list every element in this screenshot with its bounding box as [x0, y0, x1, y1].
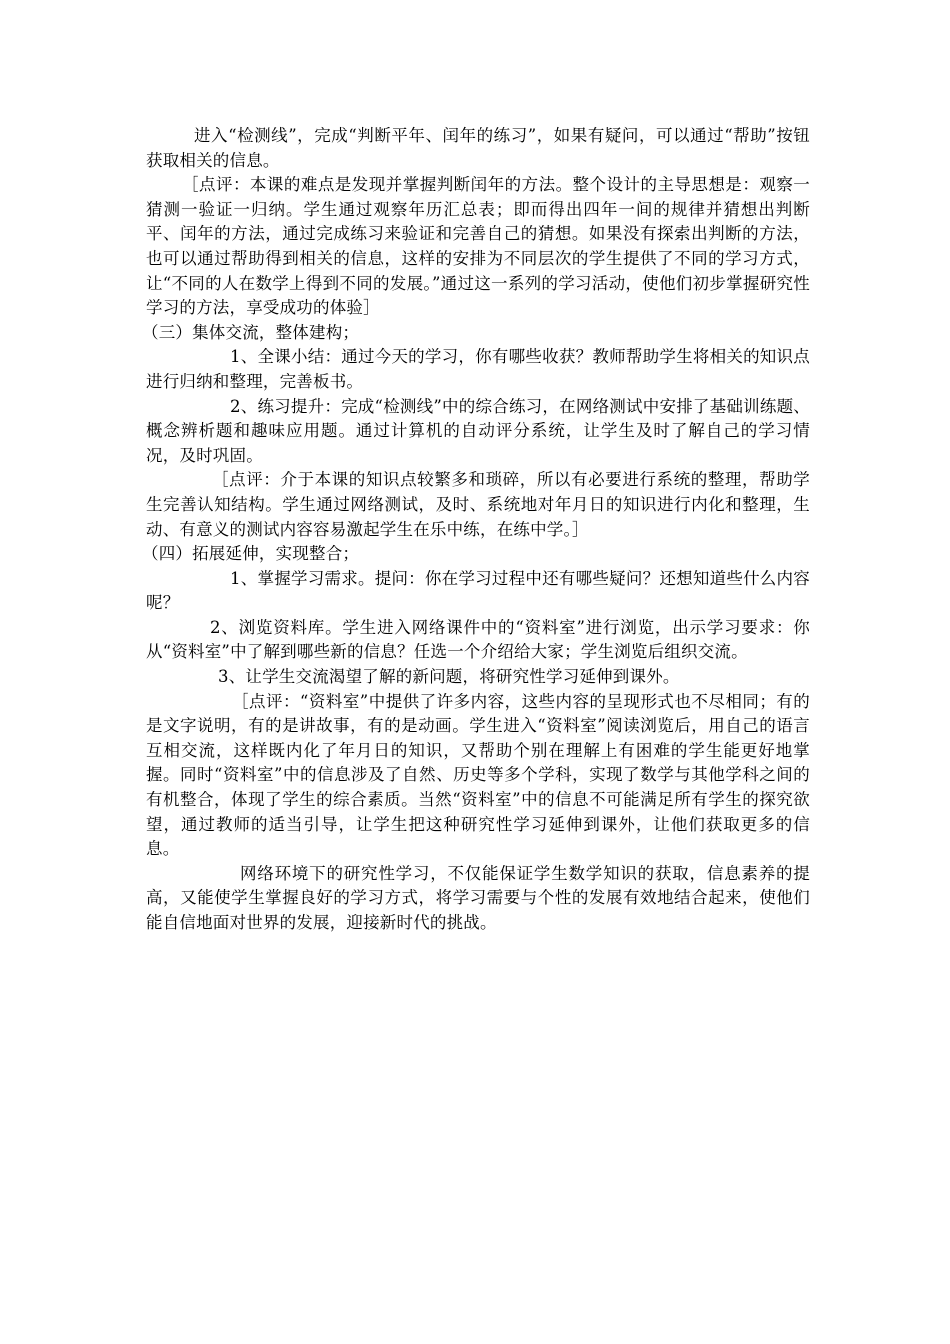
section-heading-group-exchange: （三）集体交流，整体建构； [142, 322, 360, 342]
paragraph-conclusion: 网络环境下的研究性学习，不仅能保证学生数学知识的获取，信息素养的提高，又能使学生掌握良好的学习方式，将学习需要与个性的发展有效地结合起来，使他们能自信地面对世界的发展，迎接新时代的挑战。 [146, 863, 810, 932]
document-body [142, 124, 810, 936]
paragraph-new-questions: 3、让学生交流渴望了解的新问题，将研究性学习延伸到课外。 [218, 667, 680, 687]
section-heading-extension: （四）拓展延伸，实现整合； [142, 544, 360, 564]
paragraph-comment-knowledge-structure: ［点评：介于本课的知识点较繁多和琐碎，所以有必要进行系统的整理，帮助学生完善认知结构。学生通过网络测试，及时、系统地对年月日的知识进行内化和整理，生动、有意义的测试内容容易激起学生在乐中练，在练中学。］ [146, 470, 810, 539]
paragraph-comment-resource-room: ［点评：“资料室”中提供了许多内容，这些内容的呈现形式也不尽相同；有的是文字说明，有的是讲故事，有的是动画。学生进入“资料室”阅读浏览后，用自己的语言互相交流，这样既内化了年月日的知识，又帮助个别在理解上有困难的学生能更好地掌握。同时“资料室”中的信息涉及了自然、历史等多个学科，实现了数学与其他学科之间的有机整合，体现了学生的综合素质。当然“资料室”中的信息不可能满足所有学生的探究欲望，通过教师的适当引导，让学生把这种研究性学习延伸到课外，让他们获取更多的信息。 [146, 691, 810, 859]
paragraph-browse-library: 2、浏览资料库。学生进入网络课件中的“资料室”进行浏览，出示学习要求：你从“资料室”中了解到哪些新的信息？任选一个介绍给大家；学生浏览后组织交流。 [146, 617, 810, 662]
paragraph-comment-difficulty: ［点评：本课的难点是发现并掌握判断闰年的方法。整个设计的主导思想是：观察一猜测一验证一归纳。学生通过观察年历汇总表；即而得出四年一间的规律并猜想出判断平、闰年的方法，通过完成练习来验证和完善自己的猜想。如果没有探索出判断的方法，也可以通过帮助得到相关的信息，这样的安排为不同层次的学生提供了不同的学习方式，让“不同的人在数学上得到不同的发展。”通过这一系列的学习活动，使他们初步掌握研究性学习的方法，享受成功的体验］ [146, 175, 810, 318]
paragraph-lesson-summary: 1、全课小结：通过今天的学习，你有哪些收获？教师帮助学生将相关的知识点进行归纳和整理，完善板书。 [146, 347, 810, 391]
paragraph-checkline-intro: 进入“检测线”，完成“判断平年、闰年的练习”，如果有疑问，可以通过“帮助”按钮获取相关的信息。 [146, 126, 810, 170]
paragraph-practice-improve: 2、练习提升：完成“检测线”中的综合练习，在网络测试中安排了基础训练题、概念辨析题和趣味应用题。通过计算机的自动评分系统，让学生及时了解自己的学习情况，及时巩固。 [146, 396, 810, 465]
paragraph-learning-needs: 1、掌握学习需求。提问：你在学习过程中还有哪些疑问？还想知道些什么内容呢？ [146, 568, 810, 613]
